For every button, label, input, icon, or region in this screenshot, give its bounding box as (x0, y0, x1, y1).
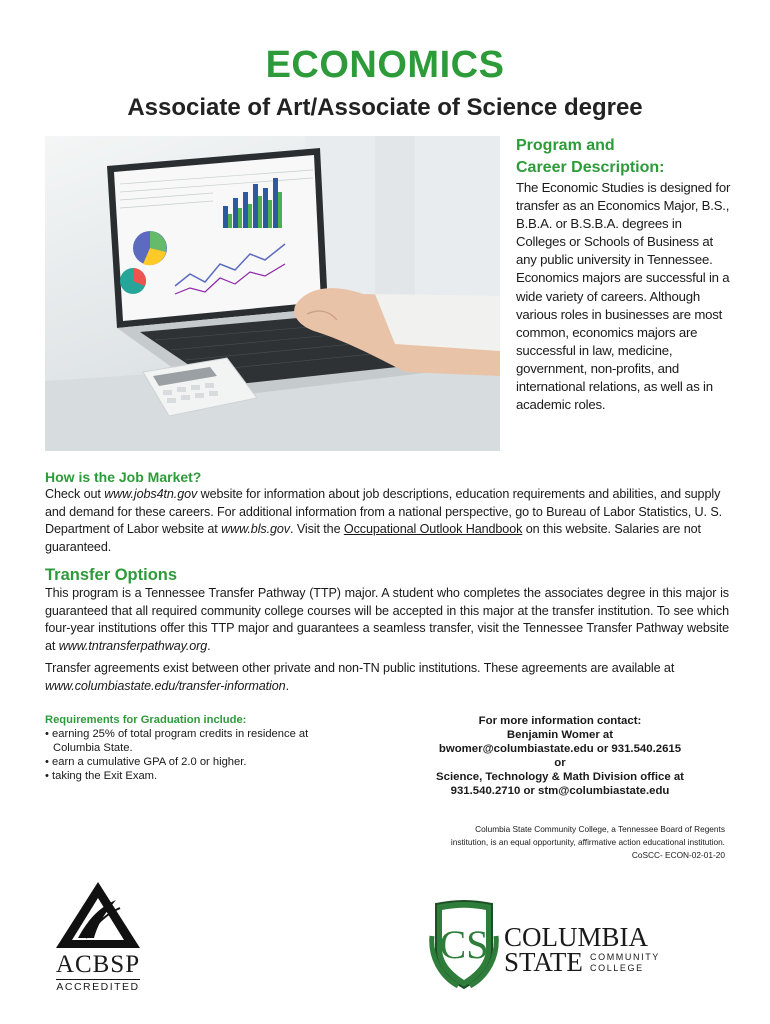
transfer-paragraph: This program is a Tennessee Transfer Pathway (TTP) major. A student who completes the associates degree in this major is guaranteed that all required community college courses will be accepted in this major at the transfer institution. To see which four-year institutions offer this TTP major and guarantees a seamless transfer, visit the Tennessee Transfer Pathway website at www.tntransferpathway.org. (45, 586, 729, 653)
list-item: • taking the Exit Exam. (45, 770, 158, 782)
occupational-outlook-link[interactable]: Occupational Outlook Handbook (343, 522, 523, 537)
graduation-requirements (45, 713, 345, 783)
job-market-paragraph: Check out www.jobs4tn.gov website for information about job descriptions, education requirements and abilities, and supply and demand for these careers. For additional information from a national perspective, go to Bureau of Labor Statistics, U. S. Department of Labor website at www.bls.gov. Visit the Occupational Outlook Handbook on this website. Salaries are not guaranteed. (45, 487, 723, 554)
svg-text:CS: CS (439, 922, 489, 967)
list-item: • earn a cumulative GPA of 2.0 or higher. (45, 756, 247, 768)
legal-notice: Columbia State Community College, a Tennessee Board of Regents institution, is an equal opportunity, affirmative action educational institution. CoSCC- ECON-02-01-20 (450, 824, 725, 860)
ttp-link[interactable]: www.tntransferpathway.org (58, 638, 208, 653)
list-item: • earning 25% of total program credits in residence at (45, 728, 309, 740)
acbsp-triangle-icon (48, 880, 148, 950)
columbia-state-logo: CS COLUMBIA STATE COMMUNITY COLLEGE (428, 896, 668, 996)
program-heading: Program and Career Description: (516, 137, 665, 176)
bls-link[interactable]: www.bls.gov (221, 522, 291, 537)
college-crest-icon (428, 896, 500, 992)
jobs4tn-link[interactable]: www.jobs4tn.gov (104, 487, 198, 501)
list-item: Columbia State. (53, 742, 133, 754)
contact-email-phone[interactable]: bwomer@columbiastate.edu or 931.540.2615 (438, 743, 682, 755)
acbsp-logo: ACBSP ACCREDITED (48, 880, 148, 990)
job-market-heading: How is the Job Market? (45, 469, 202, 485)
program-description: The Economic Studies is designed for transfer as an Economics Major, B.S., B.B.A. or B.S.B.A. degrees in Colleges or Schools of Business at any public university in Tennessee. Economics majors are successful in a wide variety of careers. Although various roles in businesses are most common, economics majors are successful in law, medicine, government, non-profits, and international relations, as well as in academic roles. (516, 180, 731, 413)
contact-info: For more information contact: Benjamin Womer at bwomer@columbiastate.edu or 931.540.2615 or Science, Technology & Math Division office at 931.540.2710 or stm@columbiastate.edu (405, 714, 715, 798)
requirements-heading: Requirements for Graduation include: (45, 714, 247, 726)
transfer-heading: Transfer Options (45, 566, 178, 584)
division-contact[interactable]: 931.540.2710 or stm@columbiastate.edu (450, 785, 670, 797)
transfer-info-link[interactable]: www.columbiastate.edu/transfer-information (45, 678, 286, 693)
page-subtitle: Associate of Art/Associate of Science degree (127, 94, 643, 121)
transfer-agreements: Transfer agreements exist between other private and non-TN public institutions. These agreements are available at www.columbiastate.edu/transfer-information. (45, 661, 675, 693)
laptop-photo (45, 136, 500, 451)
page-title: ECONOMICS (265, 44, 505, 86)
